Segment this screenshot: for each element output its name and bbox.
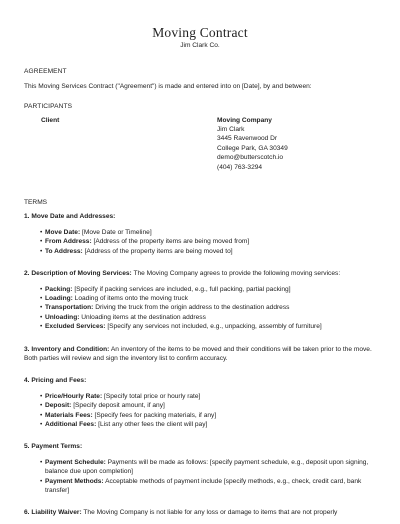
term-bullet-label: Move Date:: [45, 228, 81, 236]
term-section-3: [24, 345, 376, 364]
term-bullet-label: Payment Methods:: [45, 477, 104, 485]
agreement-label: AGREEMENT: [24, 68, 67, 76]
term-heading: 2. Description of Moving Services:: [24, 270, 132, 278]
company-column: [200, 116, 288, 172]
term-bullet-text: [Specify deposit amount, if any]: [71, 402, 165, 410]
client-heading: Client: [41, 116, 60, 124]
term-bullet-text: Acceptable methods of payment include [specify methods, e.g., check, credit card, bank transfer]: [45, 477, 362, 494]
term-intro: The Moving Company agrees to provide the following moving services:: [131, 270, 341, 278]
term-bullet: [40, 228, 376, 237]
company-line: Jim Clark: [217, 126, 245, 134]
term-bullet: [40, 411, 376, 420]
participants-block: [24, 116, 376, 172]
term-bullet-text: Loading of items onto the moving truck: [72, 294, 188, 302]
term-bullet: [40, 237, 376, 246]
term-bullet-text: [List any other fees the client will pay]: [96, 420, 208, 428]
document-title: Moving Contract: [152, 25, 248, 40]
term-section-4: [24, 376, 376, 385]
term-bullet-text: [Move Date or Timeline]: [80, 228, 152, 236]
term-bullet-text: Payments will be made as follows: [specify payment schedule, e.g., deposit upon signing, balance due upon completion]: [45, 458, 369, 476]
term-bullet-label: Loading:: [45, 294, 73, 302]
term-bullet: [40, 458, 376, 477]
agreement-text: This Moving Services Contract ("Agreement") is made and entered into on [Date], by and between:: [24, 82, 312, 90]
term-bullet-label: Materials Fees:: [45, 411, 93, 419]
term-bullet-text: [Address of the property items are being moved from]: [91, 238, 250, 246]
term-bullet-text: [Specify if packing services are included, e.g., full packing, partial packing]: [72, 285, 291, 293]
term-bullet-label: From Address:: [45, 238, 92, 246]
term-heading: 6. Liability Waiver:: [24, 509, 82, 517]
term-heading: 3. Inventory and Condition:: [24, 345, 110, 353]
term-bullet-label: Payment Schedule:: [45, 458, 106, 466]
term-bullet: [40, 401, 376, 410]
term-bullet-text: [Specify any services not included, e.g., unpacking, assembly of furniture]: [105, 323, 322, 331]
term-bullet-text: [Address of the property items are being moved to]: [82, 247, 233, 255]
company-line: demo@butterscotch.io: [217, 154, 284, 162]
term-heading: 1. Move Date and Addresses:: [24, 213, 116, 221]
term-bullet-list: [24, 285, 376, 332]
term-bullet: [40, 477, 376, 496]
client-column: [24, 116, 200, 172]
company-heading: Moving Company: [217, 116, 272, 124]
term-bullet-list: [24, 228, 376, 256]
term-intro: The Moving Company is not liable for any loss or damage to items that are not properly: [81, 509, 338, 517]
term-bullet: [40, 294, 376, 303]
term-heading: 5. Payment Terms:: [24, 443, 83, 451]
term-bullet: [40, 247, 376, 256]
term-bullet-label: Excluded Services:: [45, 323, 106, 331]
term-intro: An inventory of the items to be moved and their conditions will be taken prior to the move. Both parties will review and sign the inventory list to confirm accuracy.: [24, 345, 372, 362]
term-bullet: [40, 322, 376, 331]
terms-label: TERMS: [24, 199, 48, 207]
term-bullet-text: [Specify fees for packing materials, if any]: [92, 411, 217, 419]
term-bullet-label: Unloading:: [45, 313, 80, 321]
term-bullet: [40, 285, 376, 294]
terms-body: [24, 212, 376, 523]
term-bullet-label: Packing:: [45, 285, 73, 293]
term-bullet: [40, 303, 376, 312]
term-section-6: [24, 508, 376, 517]
term-bullet-label: Additional Fees:: [45, 420, 97, 428]
term-bullet-label: Transportation:: [45, 304, 94, 312]
term-bullet-text: Unloading items at the destination address: [79, 313, 206, 321]
term-bullet-list: [24, 458, 376, 496]
term-bullet-text: Driving the truck from the origin address to the destination address: [93, 304, 290, 312]
term-heading: 4. Pricing and Fees:: [24, 377, 87, 385]
term-bullet-label: Price/Hourly Rate:: [45, 392, 103, 400]
document-subtitle: Jim Clark Co.: [180, 42, 220, 49]
term-bullet-text: [Specify total price or hourly rate]: [102, 392, 201, 400]
company-line: 3445 Ravenwood Dr: [217, 135, 278, 143]
term-bullet-label: To Address:: [45, 247, 83, 255]
term-section-2: [24, 269, 376, 278]
term-bullet-list: [24, 392, 376, 430]
company-line: (404) 763-3294: [217, 163, 263, 171]
company-line: College Park, GA 30349: [217, 144, 288, 152]
term-bullet: [40, 313, 376, 322]
participants-label: PARTICIPANTS: [24, 103, 73, 111]
term-section-1: [24, 212, 376, 221]
term-bullet-label: Deposit:: [45, 402, 72, 410]
term-section-5: [24, 442, 376, 451]
term-bullet: [40, 392, 376, 401]
term-bullet: [40, 420, 376, 429]
